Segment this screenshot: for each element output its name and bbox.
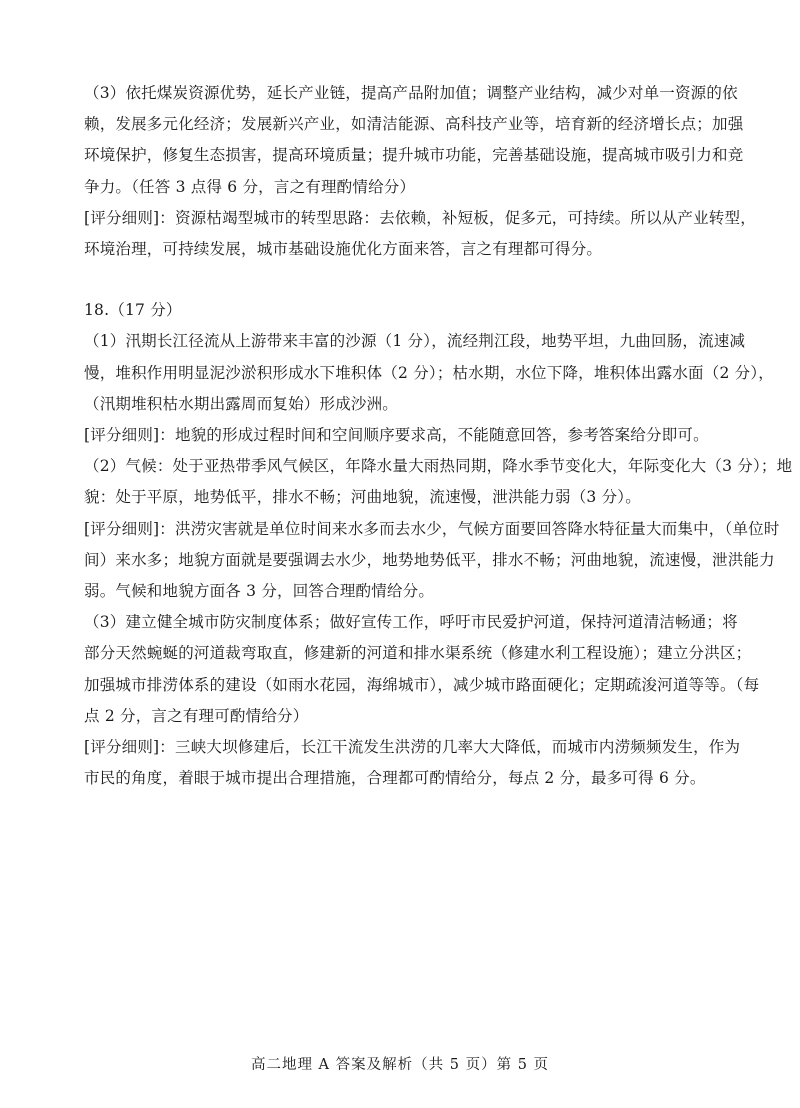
text-line: 环境保护，修复生态损害，提高环境质量；提升城市功能，完善基础设施，提高城市吸引力和竞 — [84, 146, 744, 165]
text-line: （2）气候：处于亚热带季风气候区，年降水量大雨热同期，降水季节变化大，年际变化大（3 分）；地 — [84, 457, 793, 476]
grading-note-line: [评分细则]：洪涝灾害就是单位时间来水多而去水少，气候方面要回答降水特征量大而集中，（单位时 — [84, 519, 780, 538]
grading-note-line: [评分细则]：地貌的形成过程时间和空间顺序要求高，不能随意回答，参考答案给分即可。 — [84, 426, 709, 445]
text-line: 貌：处于平原，地势低平，排水不畅；河曲地貌，流速慢，泄洪能力弱（3 分）。 — [84, 488, 641, 507]
grading-note-line: 市民的角度，着眼于城市提出合理措施，合理都可酌情给分，每点 2 分，最多可得 6 分。 — [84, 769, 706, 788]
q18-section — [84, 295, 793, 794]
grading-note-line: 间）来水多；地貌方面就是要强调去水少，地势地势低平，排水不畅；河曲地貌，流速慢，泄洪能力 — [84, 550, 775, 569]
page-footer: 高二地理 A 答案及解析（共 5 页）第 5 页 — [250, 1057, 550, 1073]
text-line: 慢，堆积作用明显泥沙淤积形成水下堆积体（2 分）；枯水期，水位下降，堆积体出露水面（2 分）， — [84, 363, 774, 382]
text-line: 赖，发展多元化经济；发展新兴产业，如清洁能源、高科技产业等，培育新的经济增长点；加强 — [84, 115, 744, 134]
text-line: （1）汛期长江径流从上游带来丰富的沙源（1 分），流经荆江段，地势平坦，九曲回肠，流速减 — [84, 332, 746, 351]
text-line: （3）建立健全城市防灾制度体系；做好宣传工作，呼吁市民爱护河道，保持河道清洁畅通；将 — [84, 613, 738, 632]
grading-note-line: [评分细则]：三峡大坝修建后，长江干流发生洪涝的几率大大降低，而城市内涝频频发生，作为 — [84, 738, 741, 757]
text-line: 加强城市排涝体系的建设（如雨水花园，海绵城市），减少城市路面硬化；定期疏浚河道等等。（每 — [84, 675, 760, 694]
grading-note-line: [评分细则]：资源枯竭型城市的转型思路：去依赖，补短板，促多元，可持续。所以从产业转型， — [84, 208, 756, 227]
grading-note-line: 环境治理，可持续发展，城市基础设施优化方面来答，言之有理都可得分。 — [84, 240, 603, 259]
answer-page-body — [84, 78, 793, 794]
q17-part3-section — [84, 78, 756, 265]
text-line: 部分天然蜿蜒的河道裁弯取直，修建新的河道和排水渠系统（修建水利工程设施）；建立分洪区； — [84, 644, 752, 663]
grading-note-line: 弱。气候和地貌方面各 3 分，回答合理酌情给分。 — [84, 582, 435, 601]
question-header: 18.（17 分） — [84, 301, 182, 320]
text-line: 争力。（任答 3 点得 6 分，言之有理酌情给分） — [84, 177, 416, 196]
text-line: （3）依托煤炭资源优势，延长产业链，提高产品附加值；调整产业结构，减少对单一资源的依 — [84, 84, 738, 102]
text-line: 点 2 分，言之有理可酌情给分） — [84, 706, 309, 725]
section-gap — [84, 265, 720, 295]
text-line: （汛期堆积枯水期出露周而复始）形成沙洲。 — [84, 394, 399, 413]
